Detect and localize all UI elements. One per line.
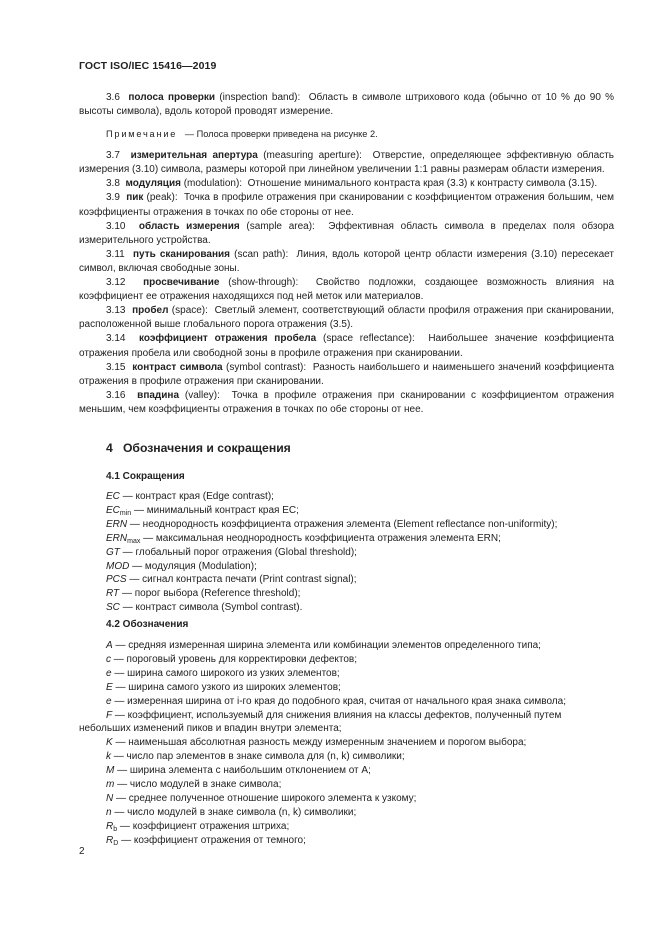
section-heading: 4 Обозначения и сокращения [106, 441, 291, 455]
page-number: 2 [79, 846, 85, 857]
term-3-8: 3.8 модуляция (modulation): Отношение минимального контраста края (3.3) к контрасту символа (3.15). [106, 178, 598, 190]
term-3-9: 3.9 пик (peak): Точка в профиле отражения при сканировании с коэффициентом отражения большим, чем коэффициенты отражения в точках по обе стороны от нее. [79, 192, 614, 218]
list-item: RT — порог выбора (Reference threshold); [106, 588, 301, 600]
terms-list [79, 91, 614, 417]
list-item: $R_b$ — коэффициент отражения штриха; [106, 820, 290, 833]
note: Примечание — Полоса проверки приведена на рисунке 2. [106, 129, 378, 140]
term-3-10: 3.10 область измерения (sample area): Эффективная область символа в пределах поля обзора измерительного устройства. [79, 220, 615, 246]
term-3-7: 3.7 измерительная апертура (measuring aperture): Отверстие, определяющее эффективную область измерения (3.10) символа, размеры которой при линейном увеличении 1:1 равны размерам области измерения. [79, 150, 614, 176]
list-item: E — ширина самого узкого из широких элементов; [106, 681, 341, 693]
list-item: m — число модулей в знаке символа; [106, 779, 282, 791]
term-3-16: 3.16 впадина (valley): Точка в профиле отражения при сканировании с коэффициентом отражения меньшим, чем коэффициенты отражения в точках по обе стороны от нее. [79, 389, 615, 415]
list-item: MOD — модуляция (Modulation); [106, 560, 257, 572]
abbreviations-list [79, 490, 614, 615]
list-item: e — измеренная ширина от i-го края до подобного края, считая от начального края знака символа; [106, 695, 566, 707]
list-item: A — средняя измеренная ширина элемента или комбинации элементов определенного типа; [106, 640, 541, 651]
list-item: k — число пар элементов в знаке символа для (n, k) символики; [106, 751, 405, 763]
abbreviations-heading: 4.1 Сокращения [106, 471, 185, 482]
list-item: ERN — неоднородность коэффициента отражения элемента (Element reflectance non-uniformity); [106, 518, 558, 530]
term-3-6: 3.6 полоса проверки (inspection band): Область в символе штрихового кода (обычно от 10 % до 90 % высоты символа), вдоль которой проводят измерение. [79, 92, 615, 118]
symbols-heading: 4.2 Обозначения [106, 619, 189, 630]
symbols-list [79, 639, 614, 848]
document-header: ГОСТ ISO/IEC 15416—2019 [79, 60, 217, 72]
term-3-14: 3.14 коэффициент отражения пробела (space reflectance): Наибольшее значение коэффициента отражения пробела или свободной зоны в профиле отражения при сканировании. [79, 333, 614, 359]
list-item: F — коэффициент, используемый для снижения влияния на классы дефектов, полученный путем небольших изменений пиков и впадин внутри элемента; [79, 709, 562, 735]
list-item: $R_D$ — коэффициент отражения от темного; [106, 834, 306, 847]
list-item: e — ширина самого широкого из узких элементов; [106, 667, 340, 679]
term-3-11: 3.11 путь сканирования (scan path): Линия, вдоль которой центр области измерения (3.10) пересекает символ, включая свободные зоны. [79, 248, 614, 274]
term-3-13: 3.13 пробел (space): Светлый элемент, соответствующий области профиля отражения при сканировании, расположенной выше глобального порога отражения (3.5). [79, 305, 614, 331]
list-item: EC — контраст края (Edge contrast); [106, 491, 274, 502]
list-item: PCS — сигнал контраста печати (Print contrast signal); [106, 574, 357, 586]
list-item: n — число модулей в знаке символа (n, k) символики; [106, 806, 357, 818]
term-3-12: 3.12 просвечивание (show-through): Свойство подложки, создающее возможность влияния на коэффициент ее отражения находящихся под ней меток или материалов. [79, 277, 615, 303]
list-item: GT — глобальный порог отражения (Global threshold); [106, 546, 357, 558]
term-3-15: 3.15 контраст символа (symbol contrast): Разность наибольшего и наименьшего значений коэффициента отражения в профиле отражения при сканировании. [79, 361, 615, 387]
list-item: SC — контраст символа (Symbol contrast). [106, 602, 303, 614]
list-item: $EC_{min}$ — минимальный контраст края EC; [106, 504, 299, 517]
list-item: $ERN_{max}$ — максимальная неоднородность коэффициента отражения элемента ERN; [106, 532, 501, 545]
list-item: N — среднее полученное отношение широкого элемента к узкому; [106, 792, 417, 804]
list-item: K — наименьшая абсолютная разность между измеренным значением и порогом выбора; [106, 737, 527, 749]
list-item: M — ширина элемента с наибольшим отклонением от A; [106, 765, 371, 777]
list-item: c — пороговый уровень для корректировки дефектов; [106, 653, 358, 665]
